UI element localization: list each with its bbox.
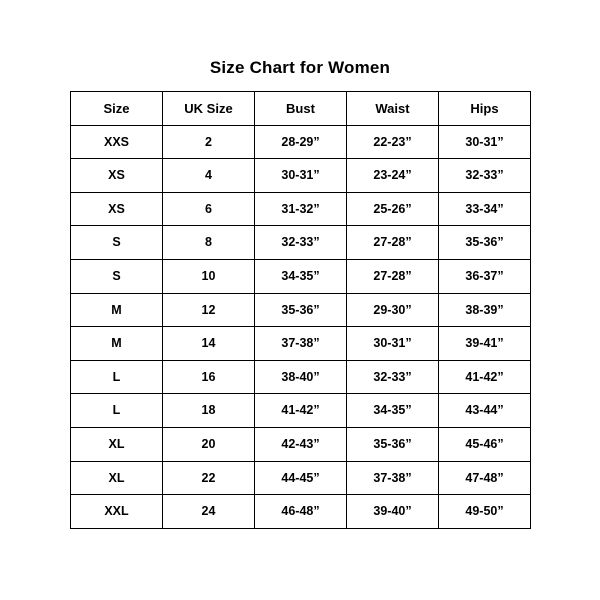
cell-hips: 33-34” [439, 192, 531, 226]
cell-waist: 35-36” [347, 427, 439, 461]
table-body [71, 125, 531, 528]
cell-bust: 30-31” [255, 159, 347, 193]
cell-waist: 39-40” [347, 495, 439, 529]
cell-uk: 18 [163, 394, 255, 428]
column-header-bust: Bust [255, 92, 347, 126]
cell-size: S [71, 259, 163, 293]
cell-waist: 22-23” [347, 125, 439, 159]
page-title: Size Chart for Women [209, 58, 391, 77]
cell-waist: 27-28” [347, 259, 439, 293]
table-row [71, 394, 531, 428]
cell-waist: 23-24” [347, 159, 439, 193]
cell-size: XXS [71, 125, 163, 159]
cell-size: L [71, 394, 163, 428]
cell-size: L [71, 360, 163, 394]
size-chart-table-container [70, 91, 530, 529]
cell-hips: 36-37” [439, 259, 531, 293]
cell-bust: 38-40” [255, 360, 347, 394]
table-header [71, 92, 531, 126]
cell-waist: 32-33” [347, 360, 439, 394]
cell-bust: 35-36” [255, 293, 347, 327]
cell-uk: 14 [163, 327, 255, 361]
column-header-uk-size: UK Size [163, 92, 255, 126]
table-row [71, 327, 531, 361]
cell-uk: 8 [163, 226, 255, 260]
table-row [71, 125, 531, 159]
cell-hips: 38-39” [439, 293, 531, 327]
cell-waist: 30-31” [347, 327, 439, 361]
cell-uk: 2 [163, 125, 255, 159]
cell-uk: 10 [163, 259, 255, 293]
cell-waist: 34-35” [347, 394, 439, 428]
cell-uk: 4 [163, 159, 255, 193]
cell-waist: 29-30” [347, 293, 439, 327]
table-row [71, 259, 531, 293]
cell-size: M [71, 327, 163, 361]
cell-hips: 30-31” [439, 125, 531, 159]
cell-size: S [71, 226, 163, 260]
cell-bust: 28-29” [255, 125, 347, 159]
table-row [71, 159, 531, 193]
cell-size: XL [71, 427, 163, 461]
cell-hips: 41-42” [439, 360, 531, 394]
cell-hips: 32-33” [439, 159, 531, 193]
cell-bust: 34-35” [255, 259, 347, 293]
table-row [71, 360, 531, 394]
cell-size: XS [71, 159, 163, 193]
cell-hips: 45-46” [439, 427, 531, 461]
table-row [71, 293, 531, 327]
table-header-row [71, 92, 531, 126]
cell-waist: 37-38” [347, 461, 439, 495]
cell-uk: 12 [163, 293, 255, 327]
cell-bust: 37-38” [255, 327, 347, 361]
size-chart-table [70, 91, 531, 529]
cell-bust: 42-43” [255, 427, 347, 461]
cell-hips: 35-36” [439, 226, 531, 260]
cell-bust: 32-33” [255, 226, 347, 260]
cell-size: XXL [71, 495, 163, 529]
cell-uk: 6 [163, 192, 255, 226]
cell-uk: 24 [163, 495, 255, 529]
table-row [71, 461, 531, 495]
cell-waist: 27-28” [347, 226, 439, 260]
cell-uk: 16 [163, 360, 255, 394]
cell-size: XL [71, 461, 163, 495]
cell-size: XS [71, 192, 163, 226]
cell-waist: 25-26” [347, 192, 439, 226]
cell-hips: 49-50” [439, 495, 531, 529]
cell-bust: 41-42” [255, 394, 347, 428]
table-row [71, 495, 531, 529]
cell-uk: 20 [163, 427, 255, 461]
table-row [71, 427, 531, 461]
cell-hips: 43-44” [439, 394, 531, 428]
cell-hips: 39-41” [439, 327, 531, 361]
table-row [71, 226, 531, 260]
cell-uk: 22 [163, 461, 255, 495]
cell-bust: 46-48” [255, 495, 347, 529]
cell-bust: 31-32” [255, 192, 347, 226]
column-header-size: Size [71, 92, 163, 126]
column-header-waist: Waist [347, 92, 439, 126]
table-row [71, 192, 531, 226]
column-header-hips: Hips [439, 92, 531, 126]
cell-hips: 47-48” [439, 461, 531, 495]
cell-size: M [71, 293, 163, 327]
cell-bust: 44-45” [255, 461, 347, 495]
